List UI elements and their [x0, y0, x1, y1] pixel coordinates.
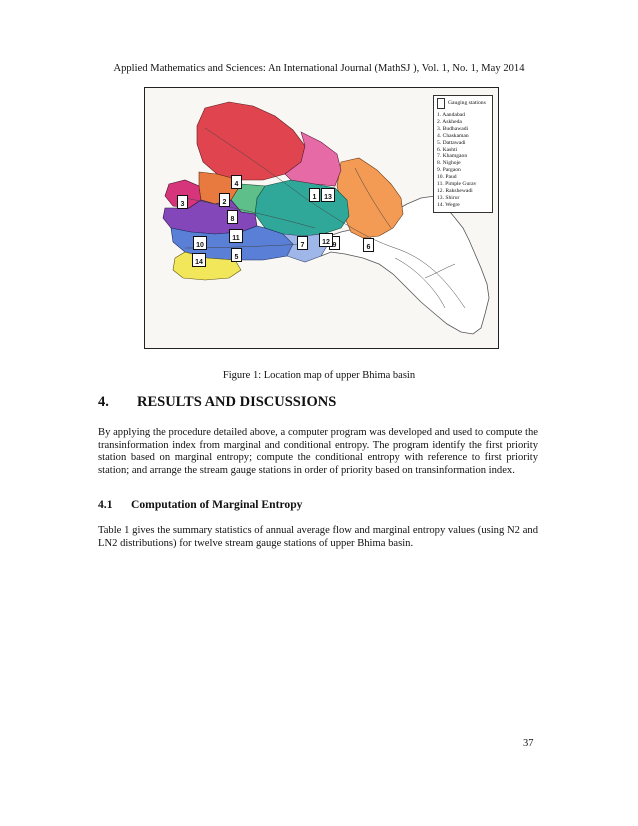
legend-item: 14. Wegre [437, 201, 460, 208]
legend-item: 11. Pimple Gurav [437, 181, 477, 188]
station-marker-8: 8 [227, 210, 238, 224]
subbasin-orange [337, 158, 403, 238]
station-marker-12: 12 [319, 233, 333, 247]
station-marker-6: 6 [363, 238, 374, 252]
station-marker-4: 4 [231, 175, 242, 189]
legend-item: 2. Askheda [437, 118, 462, 125]
journal-header: Applied Mathematics and Sciences: An International Journal (MathSJ ), Vol. 1, No. 1, May 2014 [113, 63, 525, 74]
legend-item: 8. Nighoje [437, 160, 461, 167]
station-marker-14: 14 [192, 253, 206, 267]
figure-caption: Figure 1: Location map of upper Bhima basin [222, 370, 416, 381]
legend-swatch [437, 98, 445, 109]
section-heading [98, 394, 336, 411]
subsection-title: Computation of Marginal Entropy [131, 498, 303, 511]
subsection-number: 4.1 [98, 498, 113, 511]
station-marker-2: 2 [219, 193, 230, 207]
station-marker-1: 1 [309, 188, 320, 202]
station-marker-7: 7 [297, 236, 308, 250]
legend-item: 7. Khamgaon [437, 153, 468, 160]
legend-item: 10. Paud [437, 174, 457, 181]
station-marker-3: 3 [177, 195, 188, 209]
location-map-figure [144, 87, 499, 349]
page-number: 37 [523, 738, 534, 749]
station-marker-10: 10 [193, 236, 207, 250]
legend-item: 4. Chaskaman [437, 132, 469, 139]
subbasin-red [197, 102, 305, 180]
subsection-paragraph: Table 1 gives the summary statistics of annual average flow and marginal entropy values (using N2 and LN2 distributions) for twelve stream gauge stations of upper Bhima basin. [98, 525, 538, 549]
legend-item: 5. Dattawadi [437, 139, 466, 146]
map-legend [433, 95, 493, 213]
legend-item: 3. Budhawadi [437, 125, 469, 132]
section-paragraph: By applying the procedure detailed above, a computer program was developed and used to compute the transinformation index from marginal and conditional entropy. The program identify the first priority station based on marginal entropy; compute the conditional entropy with reference to first priority station; and arrange the stream gauge stations in order of priority based on transinformation index. [98, 427, 538, 476]
section-number: 4. [98, 394, 109, 410]
legend-item: 12. Rakshewadi [437, 187, 473, 194]
legend-item: 9. Pargaon [437, 167, 461, 174]
station-marker-5: 5 [231, 248, 242, 262]
legend-title: Gauging stations [448, 100, 486, 107]
legend-item: 1. Aandabad [437, 112, 465, 118]
legend-item: 6. Kashti [437, 146, 458, 153]
section-title: RESULTS AND DISCUSSIONS [137, 394, 337, 410]
legend-item: 13. Shirur [437, 194, 460, 201]
station-marker-9: 9 [329, 236, 340, 250]
subsection-heading [98, 498, 302, 511]
station-marker-13: 13 [321, 188, 335, 202]
station-marker-11: 11 [229, 229, 243, 243]
